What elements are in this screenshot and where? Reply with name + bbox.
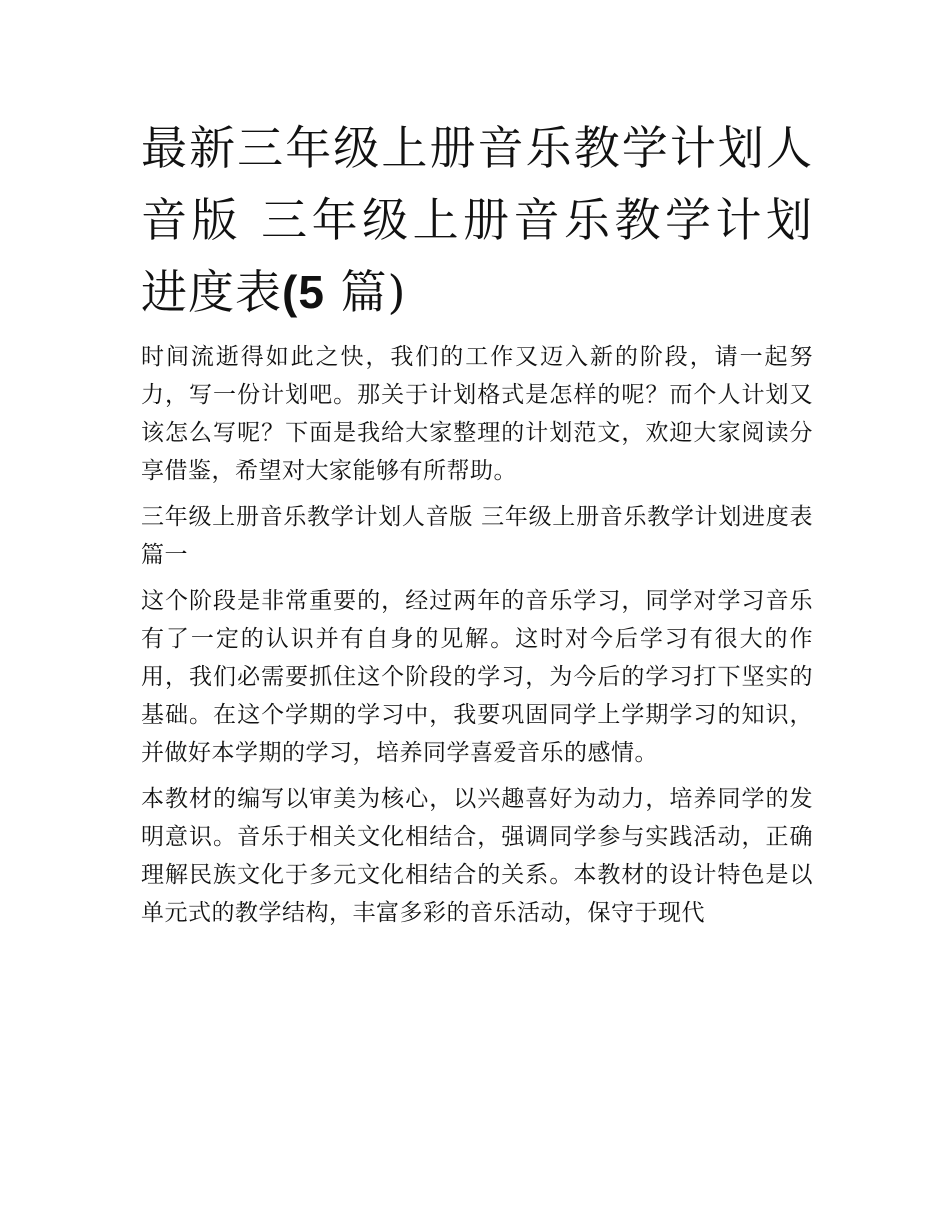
body-paragraph: 本教材的编写以审美为核心，以兴趣喜好为动力，培养同学的发明意识。音乐于相关文化相结合，强调同学参与实践活动，正确理解民族文化于多元文化相结合的关系。本教材的设计特色是以单元式的教学结构，丰富多彩的音乐活动，保守于现代	[141, 786, 813, 926]
title-suffix: 篇)	[324, 265, 407, 319]
body-paragraph: 这个阶段是非常重要的，经过两年的音乐学习，同学对学习音乐有了一定的认识并有自身的见解。这时对今后学习有很大的作用，我们必需要抓住这个阶段的学习，为今后的学习打下坚实的基础。在这个学期的学习中，我要巩固同学上学期学习的知识，并做好本学期的学习，培养同学喜爱音乐的感情。	[141, 588, 813, 766]
intro-paragraph: 时间流逝得如此之快，我们的工作又迈入新的阶段，请一起努力，写一份计划吧。那关于计划格式是怎样的呢？而个人计划又该怎么写呢？下面是我给大家整理的计划范文，欢迎大家阅读分享借鉴，希望对大家能够有所帮助。	[141, 344, 813, 484]
document-page	[141, 112, 813, 940]
title-count: (5	[282, 266, 325, 318]
document-title	[141, 112, 813, 328]
section-heading: 三年级上册音乐教学计划人音版 三年级上册音乐教学计划进度表篇一	[141, 504, 813, 568]
title-text: 最新三年级上册音乐教学计划人音版 三年级上册音乐教学计划进度表	[141, 121, 813, 319]
